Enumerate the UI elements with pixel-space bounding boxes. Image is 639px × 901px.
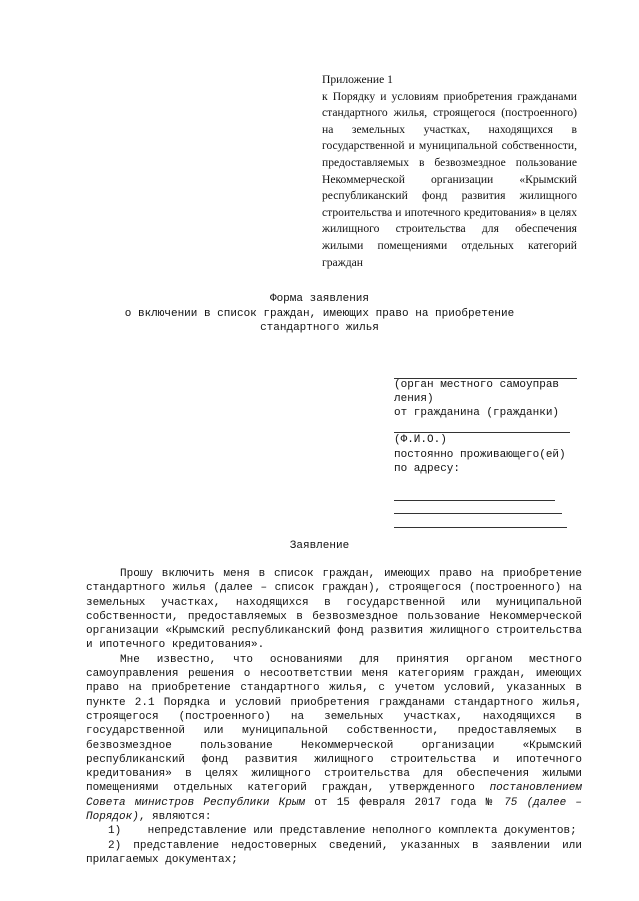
fio-label: (Ф.И.О.) xyxy=(394,434,447,446)
p2-end: , являются: xyxy=(138,811,212,824)
organ-label-2: ления) xyxy=(394,393,434,405)
item-1-number: 1) xyxy=(108,825,122,838)
item-1-text: непредставление или представление неполного комплекта документов; xyxy=(147,825,577,838)
appendix-title: Приложение 1 xyxy=(322,73,393,86)
list-item-1 xyxy=(86,824,582,838)
address-blank-line-1 xyxy=(394,500,555,501)
statement-title: Заявление xyxy=(289,540,350,552)
residence-label-1: постоянно проживающего(ей) xyxy=(394,449,566,461)
form-heading-line-3: стандартного жилья xyxy=(260,322,379,334)
p2-italic: постановлением Совета министров Республики Крым xyxy=(86,782,582,809)
address-blank-line-3 xyxy=(394,527,567,528)
address-blank-line-2 xyxy=(394,513,562,514)
item-2-number: 2) xyxy=(108,839,122,852)
form-heading xyxy=(0,292,639,336)
item-2-text: представление недостоверных сведений, указанных в заявлении или прилагаемых документах; xyxy=(86,839,582,866)
statement-body xyxy=(86,567,582,867)
statement-paragraph-1: Прошу включить меня в список граждан, имеющих право на приобретение стандартного жилья (далее – список граждан), строящегося (построенного) на земельных участках, находящихся в государственной или муниципальной собственности, предоставляемых в безвозмездное пользование Некоммерческой организации «Крымский республиканский фонд развития жилищного строительства и ипотечного кредитования». xyxy=(86,568,582,652)
p2-mid: от 15 февраля 2017 года № xyxy=(314,796,495,809)
appendix-text: к Порядку и условиям приобретения гражданами стандартного жилья, строящегося (построенного) на земельных участках, находящихся в государственной и муниципальной собственности, предоставляемых в безвозмездное пользование Некоммерческой организации «Крымский республиканский фонд развития жилищного строительства и ипотечного кредитования» в целях жилищного строительства для обеспечения жилыми помещениями отдельных категорий граждан xyxy=(322,89,577,269)
from-label: от гражданина (гражданки) xyxy=(394,407,560,419)
form-heading-line-1: Форма заявления xyxy=(269,293,370,305)
appendix-block xyxy=(322,72,577,271)
statement-paragraph-2 xyxy=(86,653,582,825)
list-item-2 xyxy=(86,839,582,868)
p2-italic-2: 75 (далее – Порядок) xyxy=(86,796,582,824)
form-heading-line-2: о включении в список граждан, имеющих право на приобретение xyxy=(124,307,515,320)
p2-start: Мне известно, что основаниями для принятия органом местного самоуправления решения о несоответствии меня категориям граждан, имеющих право на приобретение стандартного жилья, с учетом условий, указанных в пункте 2.1 Порядка и условий приобретения гражданами стандартного жилья, строящегося (построенного) на земельных участках, находящихся в государственной или муниципальной собственности, предоставляемых в безвозмездное пользование Некоммерческой организации «Крымский республиканский фонд развития жилищного строительства и ипотечного кредитования» в целях жилищного строительства для обеспечения жилыми помещениями отдельных категорий граждан, утвержденного xyxy=(86,653,582,795)
residence-label-2: по адресу: xyxy=(394,463,461,475)
organ-label-1: (орган местного самоуправ xyxy=(394,379,560,391)
